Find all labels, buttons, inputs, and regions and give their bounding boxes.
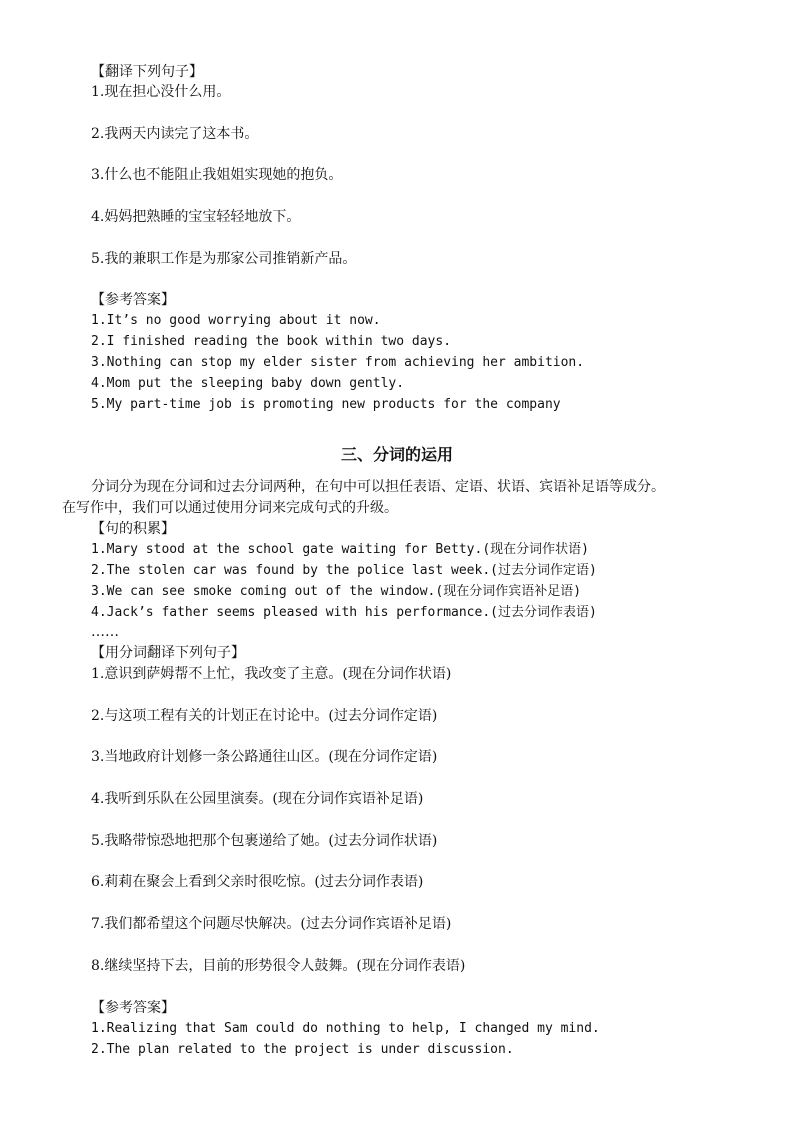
participle-translate-item-6: 6.莉莉在聚会上看到父亲时很吃惊。(过去分词作表语) (91, 874, 424, 890)
participle-translate-item-5: 5.我略带惊恐地把那个包裹递给了她。(过去分词作状语) (91, 833, 438, 849)
answer-2: 2.I finished reading the book within two days. (91, 334, 452, 349)
participle-answer-header: 【参考答案】 (91, 1000, 175, 1016)
accumulation-item-4: 4.Jack’s father seems pleased with his performance.(过去分词作表语) (91, 605, 597, 620)
participle-translate-item-1: 1.意识到萨姆帮不上忙，我改变了主意。(现在分词作状语) (91, 666, 452, 682)
participle-translate-item-7: 7.我们都希望这个问题尽快解决。(过去分词作宾语补足语) (91, 916, 452, 932)
participle-answer-1: 1.Realizing that Sam could do nothing to help, I changed my mind. (91, 1021, 600, 1036)
accumulation-item-3: 3.We can see smoke coming out of the window.(现在分词作宾语补足语) (91, 584, 582, 599)
translate-item-1: 1.现在担心没什么用。 (91, 84, 231, 100)
answer-header: 【参考答案】 (91, 292, 175, 308)
participle-translate-item-3: 3.当地政府计划修一条公路通往山区。(现在分词作定语) (91, 749, 438, 765)
participle-translate-item-8: 8.继续坚持下去，目前的形势很令人鼓舞。(现在分词作表语) (91, 958, 466, 974)
intro-line-2: 在写作中，我们可以通过使用分词来完成句式的升级。 (62, 500, 398, 516)
accumulation-item-1: 1.Mary stood at the school gate waiting for Betty.(现在分词作状语) (91, 542, 589, 557)
intro-line-1: 分词分为现在分词和过去分词两种，在句中可以担任表语、定语、状语、宾语补足语等成分。 (91, 479, 665, 495)
translate-item-3: 3.什么也不能阻止我姐姐实现她的抱负。 (91, 167, 343, 183)
participle-answer-2: 2.The plan related to the project is under discussion. (91, 1042, 514, 1057)
answer-1: 1.It’s no good worrying about it now. (91, 313, 381, 328)
translate-item-5: 5.我的兼职工作是为那家公司推销新产品。 (91, 251, 357, 267)
participle-translate-item-4: 4.我听到乐队在公园里演奏。(现在分词作宾语补足语) (91, 791, 424, 807)
answer-3: 3.Nothing can stop my elder sister from achieving her ambition. (91, 355, 585, 370)
ellipsis: …… (91, 624, 119, 640)
translate-header: 【翻译下列句子】 (91, 64, 203, 80)
section-title: 三、分词的运用 (340, 445, 453, 464)
participle-translate-header: 【用分词翻译下列句子】 (91, 645, 245, 661)
answer-4: 4.Mom put the sleeping baby down gently. (91, 376, 405, 391)
participle-translate-item-2: 2.与这项工程有关的计划正在讨论中。(过去分词作定语) (91, 708, 438, 724)
accumulation-item-2: 2.The stolen car was found by the police last week.(过去分词作定语) (91, 563, 597, 578)
accumulation-header: 【句的积累】 (91, 521, 175, 537)
translate-item-4: 4.妈妈把熟睡的宝宝轻轻地放下。 (91, 209, 301, 225)
translate-item-2: 2.我两天内读完了这本书。 (91, 126, 259, 142)
answer-5: 5.My part-time job is promoting new products for the company (91, 397, 561, 412)
